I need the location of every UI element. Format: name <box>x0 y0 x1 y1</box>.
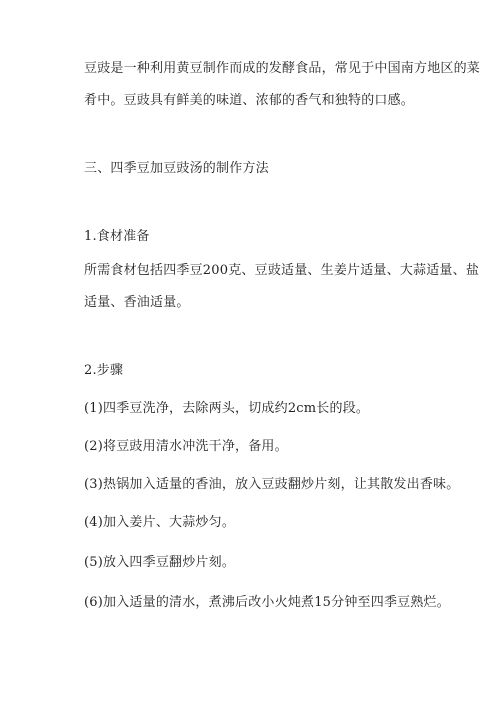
step-item: (5)放入四季豆翻炒片刻。 <box>84 555 236 570</box>
intro-line-1: 豆豉是一种利用黄豆制作而成的发酵食品，常见于中国南方地区的菜 <box>84 61 481 76</box>
step-item: (6)加入适量的清水，煮沸后改小火炖煮15分钟至四季豆熟烂。 <box>84 595 450 610</box>
intro-line-2: 肴中。豆豉具有鲜美的味道、浓郁的香气和独特的口感。 <box>84 93 415 108</box>
step-item: (4)加入姜片、大蒜炒匀。 <box>84 515 236 530</box>
step-item: (1)四季豆洗净，去除两头，切成约2cm长的段。 <box>84 401 370 416</box>
ingredients-line-2: 适量、香油适量。 <box>84 295 190 310</box>
steps-heading: 2.步骤 <box>84 363 124 378</box>
ingredients-heading: 1.食材准备 <box>84 229 150 244</box>
step-item: (3)热锅加入适量的香油，放入豆豉翻炒片刻，让其散发出香味。 <box>84 477 460 492</box>
step-item: (2)将豆豉用清水冲洗干净，备用。 <box>84 439 288 454</box>
section-title: 三、四季豆加豆豉汤的制作方法 <box>84 161 269 176</box>
ingredients-line-1: 所需食材包括四季豆200克、豆豉适量、生姜片适量、大蒜适量、盐 <box>84 263 480 278</box>
